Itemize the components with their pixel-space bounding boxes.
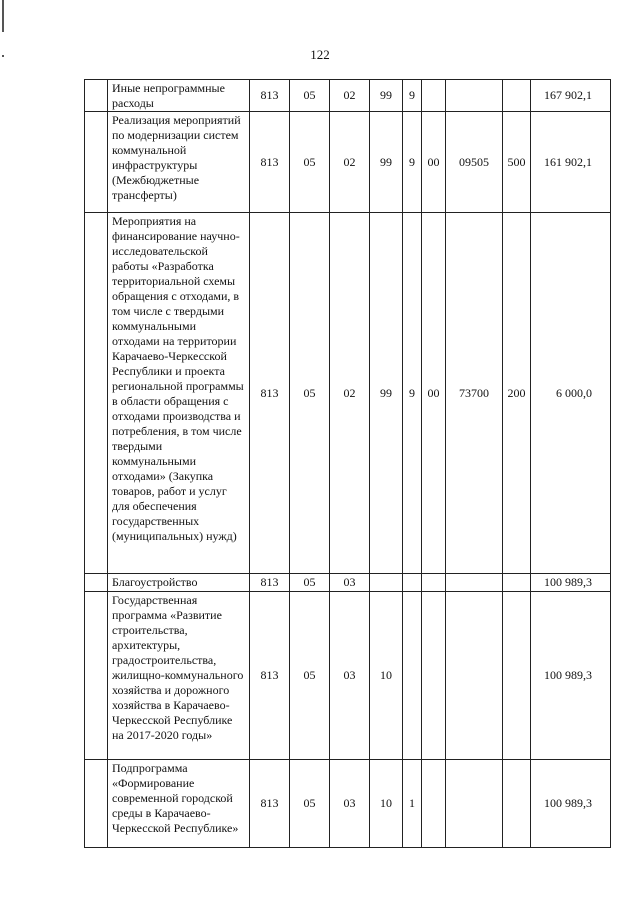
expense-item-code xyxy=(446,80,503,112)
scan-edge-mark xyxy=(2,0,4,32)
expense-type-code xyxy=(503,80,531,112)
subprogram-code xyxy=(403,592,422,760)
table-row xyxy=(85,574,611,592)
row-number-cell xyxy=(85,760,108,848)
program-code xyxy=(370,574,403,592)
expense-name: Государственная программа «Развитие строительства, архитектуры, градостроительства, жилищно-коммунального хозяйства и дорожного хозяйства в Карачаево-Черкесской Республике на 2017-2020 годы» xyxy=(108,592,250,760)
expense-item-code xyxy=(446,760,503,848)
expense-type-code xyxy=(503,760,531,848)
subsection-code: 03 xyxy=(330,574,370,592)
direction-code xyxy=(422,760,446,848)
expense-type-code: 500 xyxy=(503,112,531,213)
expense-name: Реализация мероприятий по модернизации систем коммунальной инфраструктуры (Межбюджетные трансферты) xyxy=(108,112,250,213)
amount: 100 989,3 xyxy=(531,574,611,592)
amount: 100 989,3 xyxy=(531,592,611,760)
expense-name: Мероприятия на финансирование научно-исследовательской работы «Разработка территориальной схемы обращения с отходами, в том числе с твердыми коммунальными отходами на территории Карачаево-Черкесской Республики и проекта региональной программы в области обращения с отходами производства и потребления, в том числе твердыми коммунальными отходами» (Закупка товаров, работ и услуг для обеспечения государственных (муниципальных) нужд) xyxy=(108,213,250,574)
expense-item-code: 73700 xyxy=(446,213,503,574)
expense-name: Подпрограмма «Формирование современной городской среды в Карачаево-Черкесской Республике» xyxy=(108,760,250,848)
direction-code xyxy=(422,80,446,112)
subsection-code: 03 xyxy=(330,592,370,760)
subprogram-code: 9 xyxy=(403,80,422,112)
ministry-code: 813 xyxy=(250,112,290,213)
ministry-code: 813 xyxy=(250,80,290,112)
section-code: 05 xyxy=(290,213,330,574)
expense-name: Иные непрограммные расходы xyxy=(108,80,250,112)
table-row xyxy=(85,213,611,574)
expense-type-code: 200 xyxy=(503,213,531,574)
expense-item-code xyxy=(446,574,503,592)
row-number-cell xyxy=(85,80,108,112)
subsection-code: 02 xyxy=(330,112,370,213)
program-code: 99 xyxy=(370,80,403,112)
amount: 6 000,0 xyxy=(531,213,611,574)
page-number: 122 xyxy=(310,47,330,62)
direction-code xyxy=(422,574,446,592)
ministry-code: 813 xyxy=(250,592,290,760)
subsection-code: 02 xyxy=(330,80,370,112)
subprogram-code xyxy=(403,574,422,592)
direction-code: 00 xyxy=(422,213,446,574)
section-code: 05 xyxy=(290,80,330,112)
expense-item-code: 09505 xyxy=(446,112,503,213)
program-code: 99 xyxy=(370,213,403,574)
section-code: 05 xyxy=(290,112,330,213)
ministry-code: 813 xyxy=(250,574,290,592)
subprogram-code: 9 xyxy=(403,112,422,213)
program-code: 99 xyxy=(370,112,403,213)
budget-table xyxy=(84,79,611,848)
row-number-cell xyxy=(85,213,108,574)
table-row xyxy=(85,760,611,848)
subprogram-code: 1 xyxy=(403,760,422,848)
row-number-cell xyxy=(85,112,108,213)
amount: 100 989,3 xyxy=(531,760,611,848)
section-code: 05 xyxy=(290,760,330,848)
subprogram-code: 9 xyxy=(403,213,422,574)
expense-type-code xyxy=(503,574,531,592)
subsection-code: 02 xyxy=(330,213,370,574)
program-code: 10 xyxy=(370,592,403,760)
ministry-code: 813 xyxy=(250,760,290,848)
amount: 167 902,1 xyxy=(531,80,611,112)
expense-type-code xyxy=(503,592,531,760)
table-row xyxy=(85,112,611,213)
direction-code xyxy=(422,592,446,760)
row-number-cell xyxy=(85,574,108,592)
subsection-code: 03 xyxy=(330,760,370,848)
ministry-code: 813 xyxy=(250,213,290,574)
program-code: 10 xyxy=(370,760,403,848)
amount: 161 902,1 xyxy=(531,112,611,213)
table-row xyxy=(85,592,611,760)
expense-item-code xyxy=(446,592,503,760)
expense-name: Благоустройство xyxy=(108,574,250,592)
section-code: 05 xyxy=(290,592,330,760)
direction-code: 00 xyxy=(422,112,446,213)
section-code: 05 xyxy=(290,574,330,592)
row-number-cell xyxy=(85,592,108,760)
table-row xyxy=(85,80,611,112)
